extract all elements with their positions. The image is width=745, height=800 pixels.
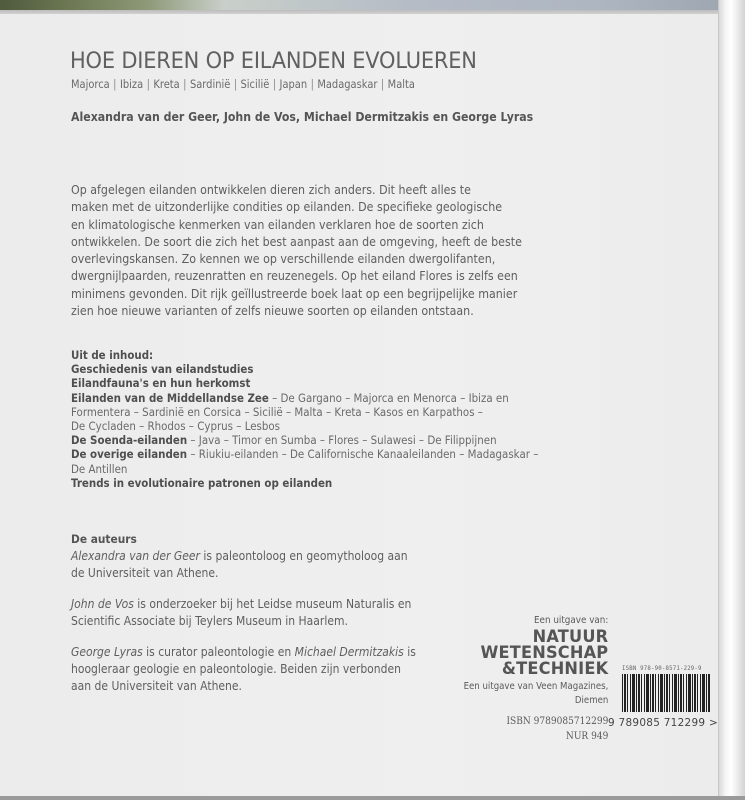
logo-line: NATUUR (532, 627, 608, 646)
author-name: John de Vos (71, 597, 134, 611)
bio-text: de Universiteit van Athene. (71, 566, 219, 580)
island: Ibiza (119, 77, 144, 91)
separator: | (113, 77, 117, 91)
author-name: Alexandra van der Geer (71, 549, 200, 563)
note-line: Diemen (574, 695, 608, 706)
island: Japan (279, 77, 308, 91)
island: Sicilië (240, 77, 270, 91)
contents-detail: Formentera – Sardinië en Corsica – Sicilië – Malta – Kreta – Kasos en Karpathos – (71, 404, 483, 419)
contents-detail: De Cycladen – Rhodos – Cyprus – Lesbos (71, 419, 281, 434)
author-bio (71, 548, 467, 582)
barcode-bars (622, 674, 710, 712)
separator: | (146, 77, 150, 91)
blurb-line: en klimatologische kenmerken van eilanden verklaren hoe de soorten zich (71, 217, 484, 232)
bio-text: hoogleraar geologie en paleontologie. Beiden zijn verbonden (71, 662, 401, 676)
island: Malta (387, 77, 415, 91)
contents-chapter: De Soenda-eilanden (71, 433, 188, 448)
barcode (608, 665, 719, 729)
barcode-digits (608, 716, 718, 729)
blurb-line: maken met de uitzonderlijke condities op eilanden. De specifieke geologische (71, 200, 503, 215)
barcode-number: 9 789085 712299 (608, 716, 706, 729)
island-list (71, 77, 415, 91)
blurb-line: ontwikkelen. De soort die zich het best aanpast aan de omgeving, heeft de beste (71, 234, 522, 249)
logo-line: &TECHNIEK (501, 659, 608, 678)
blurb-line: minimens gevonden. Dit rijk geïllustreerde boek laat op een begrijpelijke manier (71, 286, 518, 301)
blurb-line: Op afgelegen eilanden ontwikkelen dieren zich anders. Dit heeft alles te (71, 183, 471, 197)
blurb-line: zien hoe nieuwe varianten of zelfs nieuwe soorten op eilanden ontstaan. (71, 304, 474, 319)
author-bio (71, 596, 467, 630)
publisher-intro: Een uitgave van: (533, 615, 608, 626)
table-of-contents (71, 348, 539, 490)
contents-detail: De Antillen (71, 461, 128, 476)
island: Sardinië (189, 77, 231, 91)
separator: | (310, 77, 314, 91)
author-name: Michael Dermitzakis (294, 645, 404, 659)
bio-text: is paleontoloog en geomytholoog aan (199, 549, 408, 563)
author-byline: Alexandra van der Geer, John de Vos, Michael Dermitzakis en George Lyras (71, 110, 534, 124)
bio-text: is curator paleontologie en (142, 645, 295, 659)
about-authors-heading: De auteurs (71, 532, 137, 546)
bio-text: aan de Universiteit van Athene. (71, 679, 242, 693)
island: Kreta (153, 77, 180, 91)
contents-chapter: De overige eilanden (71, 447, 188, 462)
separator: | (233, 77, 238, 91)
barcode-isbn: ISBN 978-90-8571-229-9 (622, 665, 702, 672)
publisher-note (463, 680, 608, 708)
contents-detail: – De Gargano – Majorca en Menorca – Ibiza en (268, 390, 509, 405)
blurb-line: dwergnijlpaarden, reuzenratten en reuzenegels. Op het eiland Flores is zelfs een (71, 269, 518, 284)
contents-chapter: Geschiedenis van eilandstudies (71, 362, 254, 377)
publisher-logo (443, 629, 608, 677)
bio-text: is onderzoeker bij het Leidse museum Naturalis en (133, 597, 412, 611)
logo-line: WETENSCHAP (480, 643, 608, 662)
author-name: George Lyras (71, 645, 143, 659)
separator: | (380, 77, 385, 91)
bio-text: Scientific Associate bij Teylers Museum in Haarlem. (71, 614, 348, 628)
book-spine (718, 0, 745, 800)
contents-chapter: Eilanden van de Middellandse Zee (71, 390, 269, 405)
note-line: Een uitgave van Veen Magazines, (463, 681, 608, 692)
contents-heading: Uit de inhoud: (71, 348, 154, 362)
author-bio (71, 644, 467, 695)
island: Madagaskar (317, 77, 378, 91)
separator: | (272, 77, 277, 91)
contents-detail: – Riukiu-eilanden – De Californische Kanaaleilanden – Madagaskar – (187, 447, 539, 462)
separator: | (183, 77, 187, 91)
about-authors (71, 531, 467, 709)
contents-chapter: Trends in evolutionaire patronen op eilanden (71, 475, 333, 490)
contents-chapter: Eilandfauna's en hun herkomst (71, 376, 251, 391)
island: Majorca (71, 77, 110, 91)
nur-text: NUR 949 (565, 730, 608, 742)
bio-text: is (403, 645, 416, 659)
blurb-paragraph (71, 182, 522, 320)
publisher-block (440, 615, 608, 744)
isbn-block (463, 714, 608, 744)
book-title: HOE DIEREN OP EILANDEN EVOLUEREN (70, 48, 477, 74)
barcode-trailer: > (708, 716, 719, 729)
contents-detail: – Java – Timor en Sumba – Flores – Sulawesi – De Filippijnen (187, 433, 497, 448)
cover-bottom-edge (0, 796, 745, 800)
isbn-text: ISBN 9789085712299 (506, 715, 608, 727)
blurb-line: overlevingskansen. Zo kennen we op verschillende eilanden dwergolifanten, (71, 252, 496, 267)
